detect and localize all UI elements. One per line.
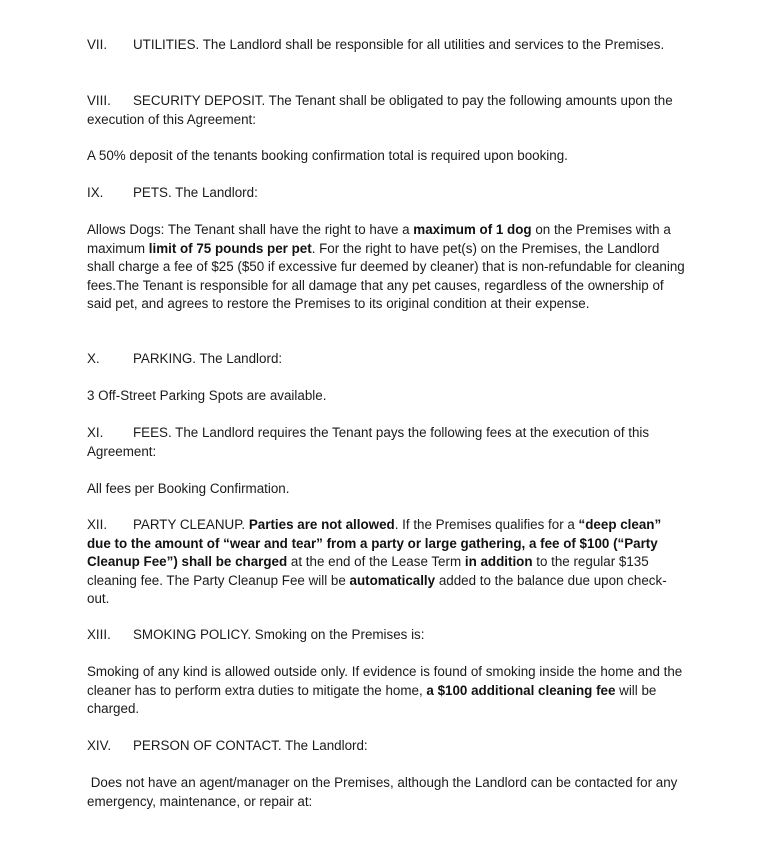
party-text-5: added to the balance due upon check-out. (87, 572, 667, 607)
section-smoking-policy (87, 626, 687, 645)
section-number: X. (87, 351, 100, 366)
party-text-2: . If the Premises qualifies for a (394, 517, 579, 532)
section-security-deposit (87, 92, 687, 129)
section-heading: PETS. The Landlord: (133, 185, 258, 200)
parking-body: 3 Off-Street Parking Spots are available. (87, 388, 327, 403)
section-fees (87, 424, 687, 461)
section-heading: UTILITIES. The Landlord shall be responsible for all utilities and services to the Premises. (133, 37, 665, 52)
section-heading: FEES. The Landlord requires the Tenant pays the following fees at the execution of this Agreement: (87, 425, 650, 459)
section-person-of-contact (87, 737, 687, 756)
party-text-3: at the end of the Lease Term (287, 554, 465, 570)
section-heading: SECURITY DEPOSIT. The Tenant shall be obligated to pay the following amounts upon the execution of this Agreement: (87, 93, 673, 127)
pets-text-1: Allows Dogs: The Tenant shall have the right to have a (87, 222, 414, 237)
party-text-4: to the regular $135 cleaning fee. The Party Cleanup Fee will be (87, 554, 649, 588)
fees-body: All fees per Booking Confirmation. (87, 481, 290, 496)
section-number: XI. (87, 425, 104, 440)
contact-body: Does not have an agent/manager on the Premises, although the Landlord can be contacted for any emergency, maintenance, or repair at: (87, 775, 682, 809)
section-number: XII. (87, 517, 108, 532)
section-number: XIV. (87, 738, 112, 753)
section-party-cleanup (87, 516, 687, 609)
pets-text-2: on the Premises with a maximum (87, 222, 671, 256)
party-bold-3: in addition (464, 554, 533, 570)
section-number: IX. (87, 185, 104, 200)
pets-bold-2: limit of 75 pounds per pet (148, 240, 312, 256)
section-pets (87, 184, 687, 203)
smoking-body (87, 663, 687, 719)
party-bold-4: automatically (349, 572, 436, 588)
party-text-1: PARTY CLEANUP. (133, 517, 249, 532)
pets-text-3: . For the right to have pet(s) on the Premises, the Landlord shall charge a fee of $25 ($50 if excessive fur deemed by cleaner) that is non-refundable for cleaning fees.The Tenant is responsible for all damage that any pet causes, regardless of the ownership of said pet, and agrees to restore the Premises to its original condition at their expense. (87, 240, 685, 312)
deposit-body: A 50% deposit of the tenants booking confirmation total is required upon booking. (87, 148, 568, 163)
section-number: XIII. (87, 627, 111, 642)
section-heading: PARKING. The Landlord: (133, 351, 283, 366)
section-number: VIII. (87, 93, 111, 108)
smoking-text-1: Smoking of any kind is allowed outside only. If evidence is found of smoking inside the home and the cleaner has to perform extra duties to mitigate the home, (87, 664, 683, 698)
section-utilities (87, 36, 687, 55)
section-heading: PERSON OF CONTACT. The Landlord: (133, 738, 368, 753)
smoking-bold-1: a $100 additional cleaning fee (426, 682, 616, 698)
smoking-text-2: will be charged. (87, 682, 657, 717)
section-heading: SMOKING POLICY. Smoking on the Premises is: (133, 627, 425, 642)
pets-body (87, 221, 687, 314)
section-parking (87, 350, 687, 369)
party-bold-1: Parties are not allowed (248, 517, 395, 532)
party-bold-2: “deep clean” due to the amount of “wear and tear” from a party or large gathering, a fee of $100 (“Party Cleanup Fee”) shall be charged (87, 517, 662, 570)
pets-bold-1: maximum of 1 dog (413, 222, 532, 237)
section-number: VII. (87, 37, 108, 52)
